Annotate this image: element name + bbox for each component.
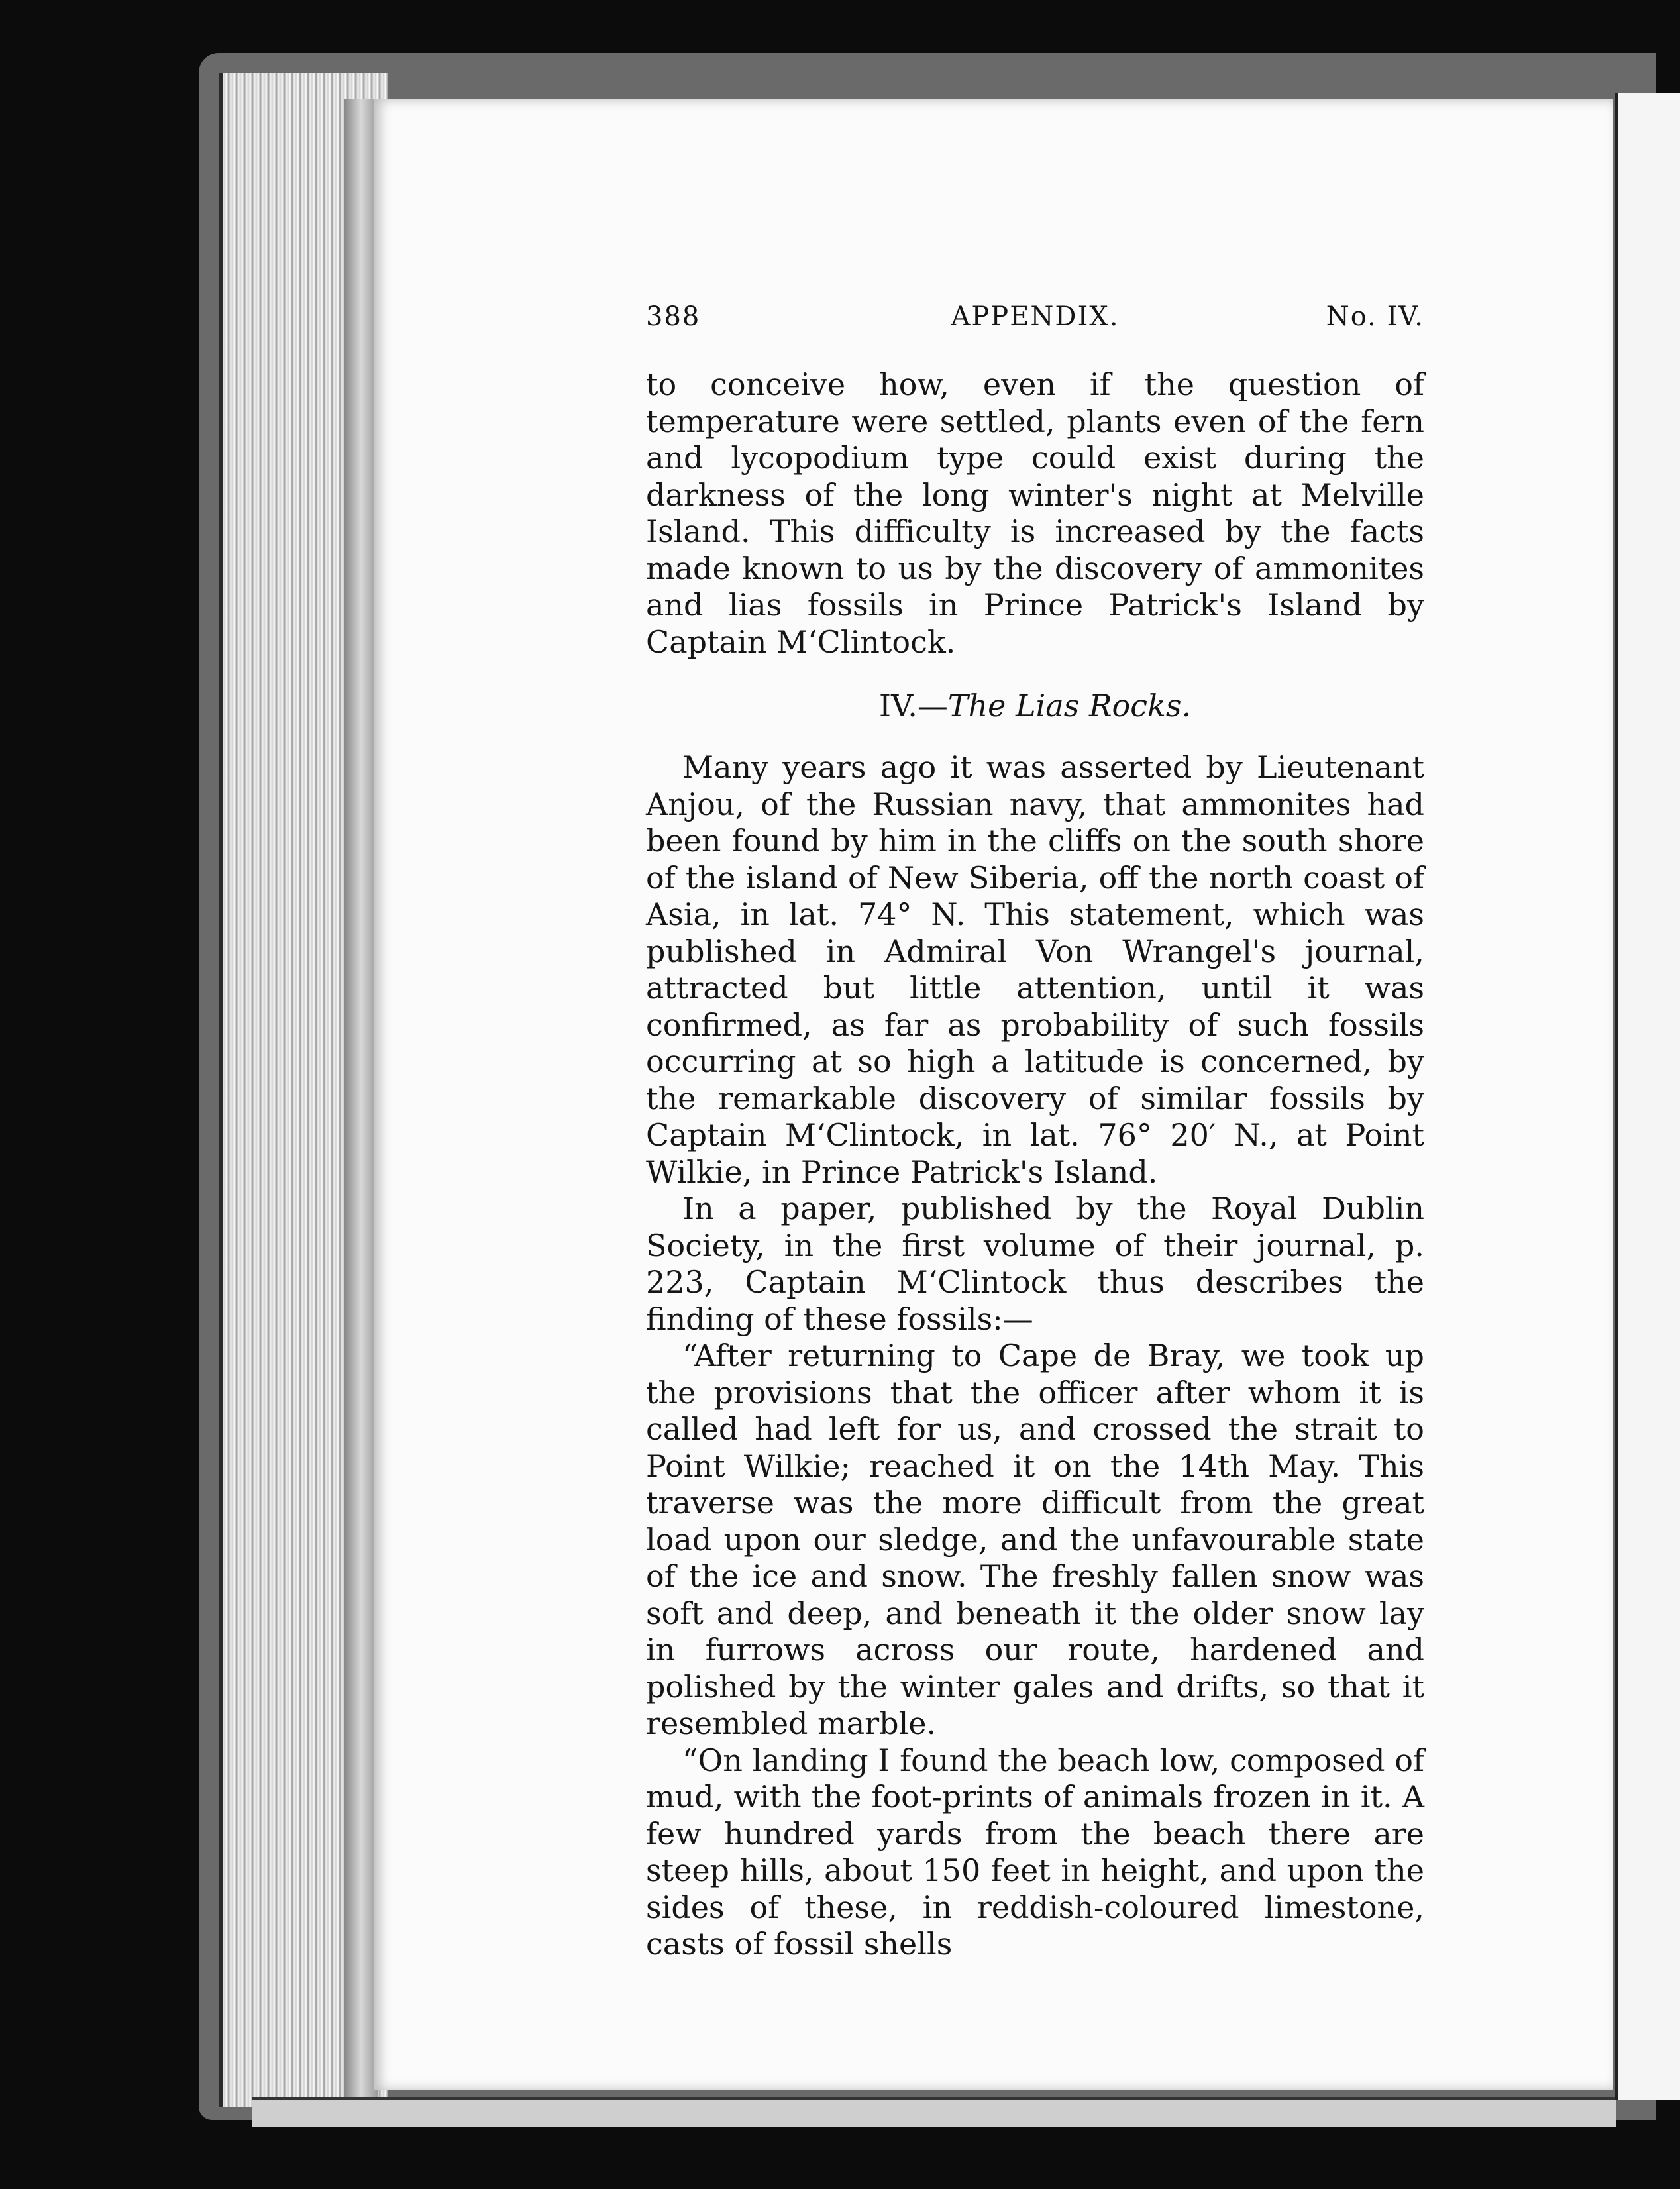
page-gutter	[344, 99, 378, 2107]
paragraph-3: In a paper, published by the Royal Dublin Society, in the first volume of their journal, p. 223, Captain M‘Clintock thus describes the finding of these fossils:—	[646, 1191, 1424, 1337]
paragraph-2: Many years ago it was asserted by Lieutenant Anjou, of the Russian navy, that ammonites had been found by him in the cliffs on the south shore of the island of New Siberia, off the north coast of Asia, in lat. 74° N. This statement, which was published in Admiral Von Wrangel's journal, attracted but little attention, until it was confirmed, as far as probability of such fossils occurring at so high a latitude is concerned, by the remarkable discovery of similar fossils by Captain M‘Clintock, in lat. 76° 20′ N., at Point Wilkie, in Prince Patrick's Island.	[646, 749, 1424, 1190]
paragraph-1: to conceive how, even if the question of temperature were settled, plants even of the fern and lycopodium type could exist during the darkness of the long winter's night at Melville Island. This difficulty is increased by the facts made known to us by the discovery of ammonites and lias fossils in Prince Patrick's Island by Captain M‘Clintock.	[646, 366, 1424, 660]
facing-page-edge	[1615, 93, 1680, 2100]
appendix-number: No. IV.	[1326, 301, 1424, 332]
running-title: APPENDIX.	[951, 301, 1120, 332]
section-title: The Lias Rocks.	[947, 688, 1192, 723]
section-number: IV.—	[878, 688, 948, 723]
page-text-block	[646, 301, 1424, 1963]
paragraph-4: “After returning to Cape de Bray, we took up the provisions that the officer after whom it is called had left for us, and crossed the strait to Point Wilkie; reached it on the 14th May. This traverse was the more difficult from the great load upon our sledge, and the unfavourable state of the ice and snow. The freshly fallen snow was soft and deep, and beneath it the older snow lay in furrows across our route, hardened and polished by the winter gales and drifts, so that it resembled marble.	[646, 1338, 1424, 1741]
book-bottom-edge	[252, 2097, 1616, 2127]
section-heading	[646, 686, 1424, 725]
running-head	[646, 301, 1424, 341]
paragraph-5: “On landing I found the beach low, composed of mud, with the foot-prints of animals frozen in it. A few hundred yards from the beach there are steep hills, about 150 feet in height, and upon the sides of these, in reddish-coloured limestone, casts of fossil shells	[646, 1742, 1424, 1962]
page-number: 388	[646, 301, 701, 332]
